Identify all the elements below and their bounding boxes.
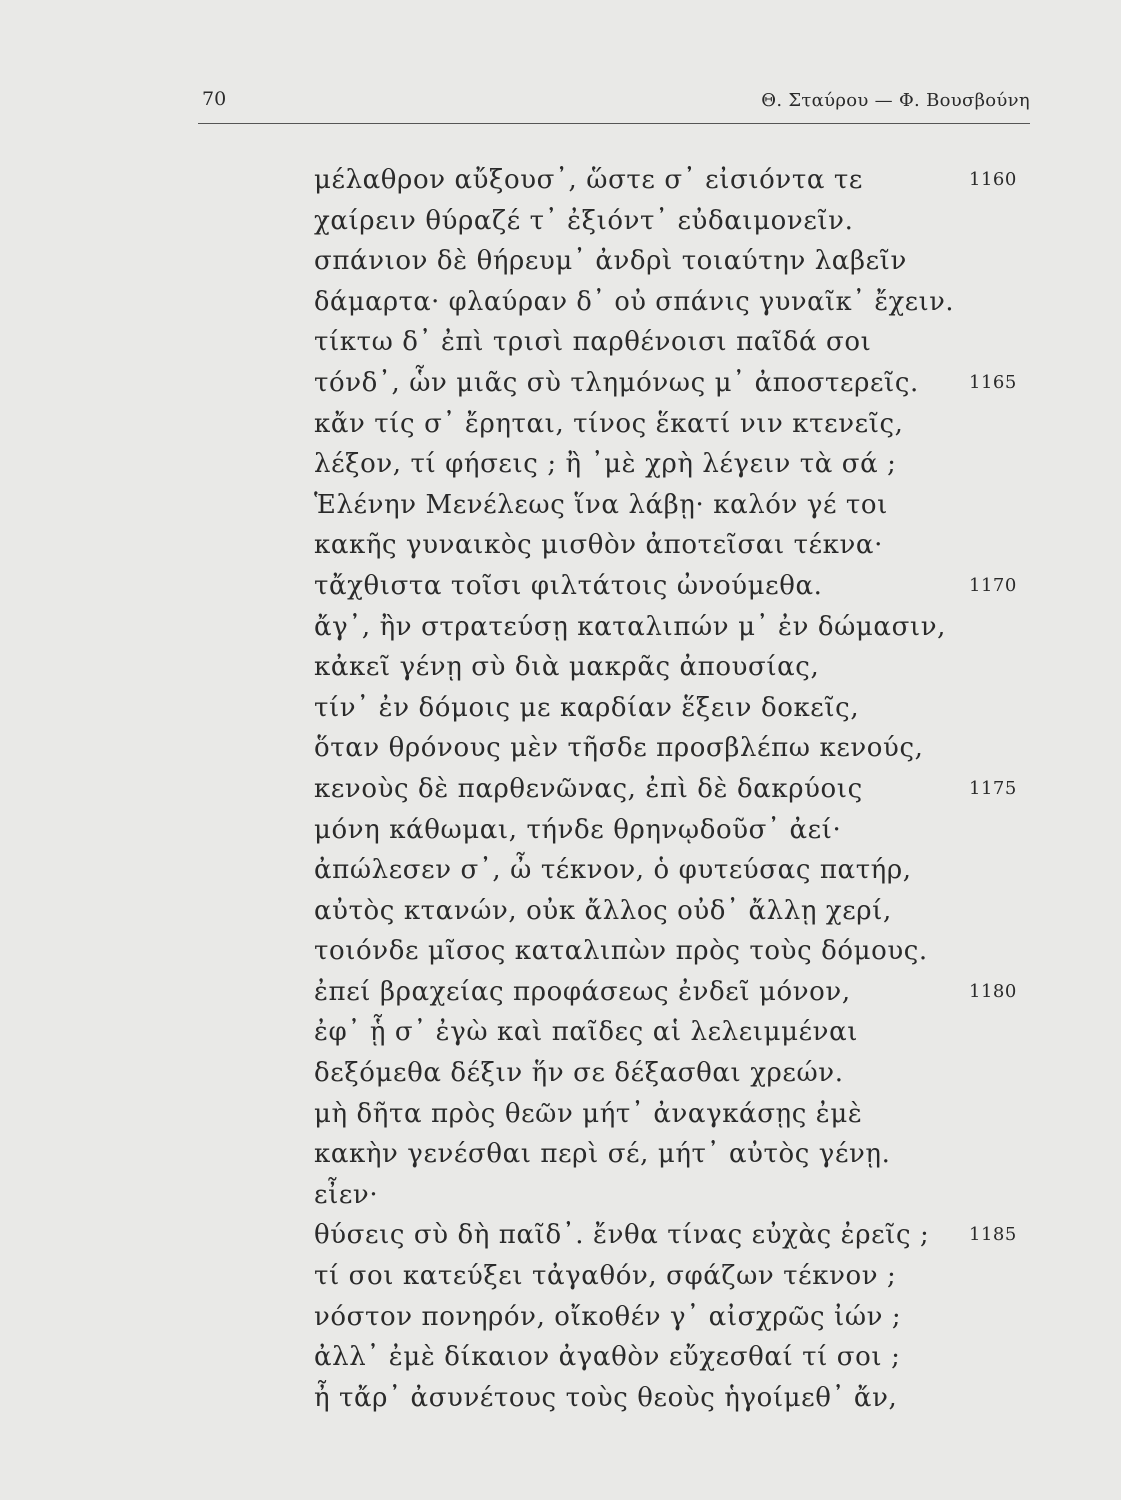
page-number: 70 bbox=[202, 88, 227, 110]
verse-text: ἦ τἄρ᾽ ἀσυνέτους τοὺς θεοὺς ἡγοίμεθ᾽ ἄν, bbox=[314, 1382, 898, 1413]
verse-line bbox=[314, 241, 1034, 282]
verse-text: τόνδ᾽, ὧν μιᾶς σὺ τλημόνως μ᾽ ἀποστερεῖς. bbox=[314, 367, 919, 398]
verse-text: ἐφ᾽ ᾗ σ᾽ ἐγὼ καὶ παῖδες αἱ λελειμμέναι bbox=[314, 1017, 859, 1048]
verse-text: θύσεις σὺ δὴ παῖδ᾽. ἔνθα τίνας εὐχὰς ἐρεῖς ; bbox=[314, 1220, 930, 1251]
verse-text: ἄγ᾽, ἢν στρατεύσῃ καταλιπών μ᾽ ἐν δώμασιν, bbox=[314, 611, 946, 642]
line-number: 1160 bbox=[969, 169, 1017, 190]
verse-line bbox=[314, 566, 1034, 607]
verse-text: λέξον, τί φήσεις ; ἢ ᾽μὲ χρὴ λέγειν τὰ σά ; bbox=[314, 449, 897, 480]
verse-line bbox=[314, 485, 1034, 526]
verse-line bbox=[314, 1012, 1034, 1053]
verse-text: κενοὺς δὲ παρθενῶνας, ἐπὶ δὲ δακρύοις bbox=[314, 773, 863, 804]
verse-line bbox=[314, 363, 1034, 404]
verse-text: τἄχθιστα τοῖσι φιλτάτοις ὠνούμεθα. bbox=[314, 570, 823, 601]
verse-text: μόνη κάθωμαι, τήνδε θρηνῳδοῦσ᾽ ἀεί· bbox=[314, 814, 842, 845]
verse-line bbox=[314, 1297, 1034, 1338]
verse-line bbox=[314, 688, 1034, 729]
line-number: 1185 bbox=[969, 1224, 1017, 1246]
verse-line bbox=[314, 1378, 1034, 1419]
verse-line bbox=[314, 282, 1034, 323]
verse-text: μὴ δῆτα πρὸς θεῶν μήτ᾽ ἀναγκάσῃς ἐμὲ bbox=[314, 1098, 863, 1129]
verse-text: εἶεν· bbox=[314, 1179, 379, 1210]
verse-line bbox=[314, 444, 1034, 485]
verse-line bbox=[314, 931, 1034, 972]
verse-line bbox=[314, 810, 1034, 851]
verse-text: χαίρειν θύραζέ τ᾽ ἐξιόντ᾽ εὐδαιμονεῖν. bbox=[314, 205, 854, 236]
verse-text: τί σοι κατεύξει τἀγαθόν, σφάζων τέκνον ; bbox=[314, 1261, 897, 1292]
verse-line bbox=[314, 404, 1034, 445]
verse-line bbox=[314, 322, 1034, 363]
verse-text: σπάνιον δὲ θήρευμ᾽ ἀνδρὶ τοιαύτην λαβεῖν bbox=[314, 246, 907, 277]
verse-text: δάμαρτα· φλαύραν δ᾽ οὐ σπάνις γυναῖκ᾽ ἔχειν. bbox=[314, 286, 955, 317]
verse-text: κἀκεῖ γένῃ σὺ διὰ μακρᾶς ἀπουσίας, bbox=[314, 652, 820, 683]
verse-line bbox=[314, 647, 1034, 688]
verse-text: ἐπεί βραχείας προφάσεως ἐνδεῖ μόνον, bbox=[314, 976, 851, 1007]
verse-text: Ἑλένην Μενέλεως ἵνα λάβῃ· καλόν γέ τοι bbox=[314, 489, 888, 520]
verse-line bbox=[314, 1134, 1034, 1175]
verse-line bbox=[314, 1053, 1034, 1094]
line-number: 1180 bbox=[969, 980, 1017, 1002]
line-number: 1175 bbox=[969, 777, 1017, 799]
verse-text: μέλαθρον αὔξουσ᾽, ὥστε σ᾽ εἰσιόντα τε bbox=[314, 165, 863, 195]
verse-line bbox=[314, 607, 1034, 648]
verse-line bbox=[314, 1215, 1034, 1256]
verse-text: τίκτω δ᾽ ἐπὶ τρισὶ παρθένοισι παῖδά σοι bbox=[314, 327, 872, 358]
verse-line bbox=[314, 1175, 1034, 1216]
verse-line bbox=[314, 1337, 1034, 1378]
verse-text: τίν᾽ ἐν δόμοις με καρδίαν ἕξειν δοκεῖς, bbox=[314, 692, 860, 723]
line-number: 1170 bbox=[969, 574, 1017, 596]
verse-text: τοιόνδε μῖσος καταλιπὼν πρὸς τοὺς δόμους. bbox=[314, 936, 928, 967]
verse-line bbox=[314, 160, 1034, 201]
verse-text: δεξόμεθα δέξιν ἥν σε δέξασθαι χρεών. bbox=[314, 1058, 844, 1089]
verse-line bbox=[314, 769, 1034, 810]
line-number: 1165 bbox=[969, 371, 1017, 393]
verse-text: κακὴν γενέσθαι περὶ σέ, μήτ᾽ αὐτὸς γένῃ. bbox=[314, 1139, 891, 1170]
verse-line bbox=[314, 1094, 1034, 1135]
verse-text: αὐτὸς κτανών, οὐκ ἄλλος οὐδ᾽ ἄλλῃ χερί, bbox=[314, 895, 892, 926]
verse-text: ὅταν θρόνους μὲν τῆσδε προσβλέπω κενούς, bbox=[314, 733, 924, 764]
verse-line bbox=[314, 891, 1034, 932]
verse-text: ἀλλ᾽ ἐμὲ δίκαιον ἀγαθὸν εὔχεσθαί τί σοι ; bbox=[314, 1342, 901, 1373]
verse-text: κἄν τίς σ᾽ ἔρηται, τίνος ἕκατί νιν κτενεῖς, bbox=[314, 408, 904, 439]
verse-block bbox=[314, 160, 1034, 1418]
verse-text: κακῆς γυναικὸς μισθὸν ἀποτεῖσαι τέκνα· bbox=[314, 530, 883, 561]
verse-text: νόστον πονηρόν, οἴκοθέν γ᾽ αἰσχρῶς ἰών ; bbox=[314, 1301, 902, 1332]
running-head: Θ. Σταύρου — Φ. Βουσβούνη bbox=[761, 90, 1030, 111]
header-rule bbox=[198, 123, 1030, 124]
page-header bbox=[198, 86, 1030, 120]
verse-line bbox=[314, 728, 1034, 769]
verse-text: ἀπώλεσεν σ᾽, ὦ τέκνον, ὁ φυτεύσας πατήρ, bbox=[314, 855, 912, 886]
verse-line bbox=[314, 972, 1034, 1013]
verse-line bbox=[314, 850, 1034, 891]
verse-line bbox=[314, 201, 1034, 242]
verse-line bbox=[314, 525, 1034, 566]
verse-line bbox=[314, 1256, 1034, 1297]
